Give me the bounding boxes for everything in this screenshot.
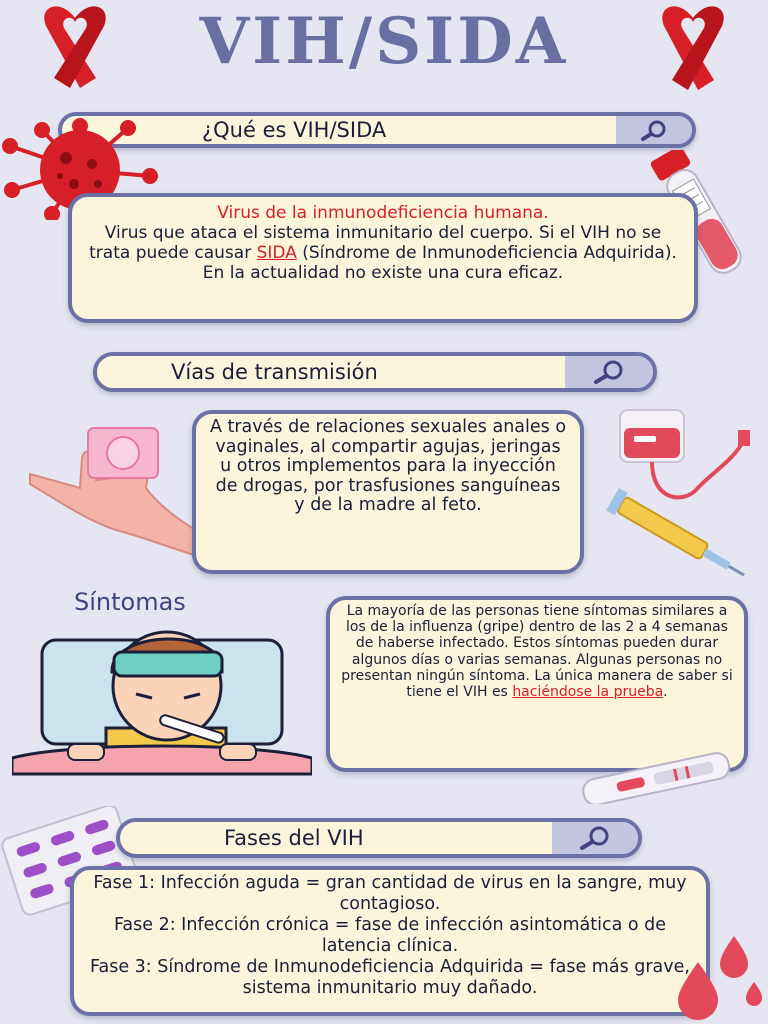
sintomas-text-pre: La mayoría de las personas tiene síntomas similares a los de la influenza (gripe) dentro de las 2 a 4 semanas de haberse infectado. Estos síntomas pueden durar algunos días o varias semanas. Algunas personas no presentan ningún síntoma. La única manera de saber si tiene el VIH es	[341, 603, 733, 701]
fase-1: Fase 1: Infección aguda = gran cantidad de virus en la sangre, muy contagioso.	[93, 873, 687, 914]
search-box-label: ¿Qué es VIH/SIDA	[202, 118, 387, 142]
sintomas-heading: Síntomas	[74, 588, 186, 616]
fase-3: Fase 3: Síndrome de Inmunodeficiencia Adquirida = fase más grave, sistema inmunitario muy dañado.	[90, 957, 690, 998]
sida-link[interactable]: SIDA	[256, 243, 297, 263]
blood-drops-icon	[664, 932, 768, 1022]
cure-statement: En la actualidad no existe una cura eficaz.	[202, 263, 564, 283]
sintomas-text	[340, 603, 734, 700]
magnifier-icon[interactable]	[565, 356, 653, 388]
que-es-card	[68, 193, 698, 323]
transmision-card	[192, 410, 584, 574]
fases-card	[70, 866, 710, 1016]
search-box-label: Vías de transmisión	[171, 360, 378, 384]
sintomas-text-post: .	[663, 684, 668, 701]
page-title: VIH/SIDA	[199, 4, 569, 79]
magnifier-icon[interactable]	[616, 116, 692, 144]
description-text-pre: Virus que ataca el sistema inmunitario del cuerpo. Si el VIH no se trata puede causar	[89, 223, 662, 263]
description-text	[82, 223, 684, 263]
awareness-ribbon-icon-right	[638, 0, 748, 96]
prueba-link[interactable]: haciéndose la prueba	[512, 684, 664, 701]
hand-holding-condom-icon	[20, 418, 220, 560]
search-box-label: Fases del VIH	[224, 826, 364, 850]
blood-transfusion-icon	[604, 400, 760, 576]
transmision-text: A través de relaciones sexuales anales o vaginales, al compartir agujas, jeringas u otros implementos para la inyección de drogas, por trasfusiones sanguíneas y de la madre al feto.	[209, 417, 567, 515]
awareness-ribbon-icon	[20, 0, 130, 92]
magnifier-icon[interactable]	[552, 822, 638, 854]
sintomas-card	[326, 596, 748, 772]
definition-line: Virus de la inmunodeficiencia humana.	[217, 203, 549, 223]
description-text-post: (Síndrome de Inmunodeficiencia Adquirida).	[296, 243, 677, 263]
sick-child-icon	[12, 616, 312, 776]
hiv-test-strip-icon	[576, 752, 736, 804]
search-box-fases[interactable]	[116, 818, 642, 858]
fase-2: Fase 2: Infección crónica = fase de infección asintomática o de latencia clínica.	[113, 915, 667, 956]
search-box-transmision[interactable]	[93, 352, 657, 392]
